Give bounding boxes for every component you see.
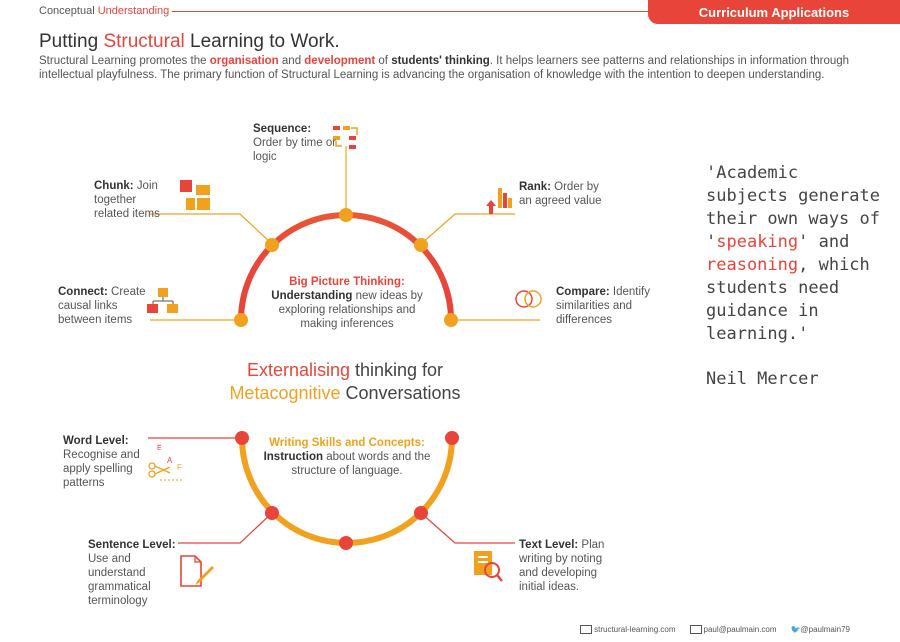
- text-level-icon: [474, 551, 502, 581]
- section-prefix: Conceptual: [39, 5, 95, 17]
- quote-author: Neil Mercer: [706, 369, 819, 389]
- big-picture-heading: Big Picture Thinking:: [289, 276, 405, 288]
- section-highlight: Understanding: [97, 5, 170, 17]
- writing-heading: Writing Skills and Concepts:: [269, 437, 425, 449]
- node-compare: [444, 313, 458, 327]
- node-word: [235, 431, 249, 445]
- twitter-icon: 🐦: [790, 624, 801, 634]
- chunk-icon: [180, 180, 210, 210]
- node-text: [414, 506, 428, 520]
- node-chunk: [265, 238, 279, 252]
- title-part2: Learning to Work.: [184, 31, 340, 52]
- monitor-icon: [580, 625, 592, 634]
- compare-label: Compare: Identify similarities and differences: [556, 286, 650, 326]
- title-part1: Putting: [39, 31, 104, 52]
- svg-text:F: F: [177, 463, 182, 472]
- node-bottom: [339, 536, 353, 550]
- curriculum-banner: Curriculum Applications: [648, 0, 900, 24]
- svg-text:A: A: [167, 456, 173, 465]
- node-rank: [414, 238, 428, 252]
- footer-email[interactable]: paul@paulmain.com: [690, 625, 777, 634]
- footer: [580, 625, 850, 634]
- node-connect: [234, 313, 248, 327]
- node-sentence: [265, 506, 279, 520]
- sentence-level-label: Sentence Level: Use and understand grammatical terminology: [88, 539, 176, 607]
- title-highlight: Structural: [103, 31, 185, 52]
- sentence-icon: [181, 556, 214, 586]
- mail-icon: [690, 625, 702, 634]
- spelling-icon: [149, 444, 182, 480]
- big-picture-center: Big Picture Thinking: Understanding new ideas by exploring relationships and making inferences: [262, 275, 432, 331]
- node-text-top: [445, 431, 459, 445]
- connect-label: Connect: Create causal links between items: [58, 286, 146, 326]
- text-level-label: Text Level: Plan writing by noting and developing initial ideas.: [519, 539, 605, 593]
- intro-paragraph: Structural Learning promotes the organisation and development of students' thinking. It helps learners see patterns and relationships in information through intellectual playfulness. The primary function of Structural Learning is advancing the organisation of knowledge with the intention to deepen understanding.: [39, 55, 850, 81]
- word-level-label: Word Level: Recognise and apply spelling patterns: [63, 435, 140, 489]
- footer-site[interactable]: structural-learning.com: [580, 625, 675, 634]
- rank-icon: [486, 188, 512, 214]
- sequence-label: Sequence: Order by time or logic: [253, 123, 337, 163]
- externalising-heading: Externalising thinking for Metacognitive Conversations: [229, 360, 461, 403]
- node-sequence: [339, 208, 353, 222]
- svg-text:Ë: Ë: [157, 445, 162, 452]
- chunk-label: Chunk: Join together related items: [94, 180, 160, 220]
- quote: 'Academic subjects generate their own ways of 'speaking' and reasoning, which students need guidance in learning.': [706, 163, 880, 344]
- rank-label: Rank: Order by an agreed value: [519, 181, 602, 207]
- footer-twitter[interactable]: 🐦@paulmain79: [790, 624, 850, 634]
- compare-icon: [516, 291, 541, 307]
- writing-center: Writing Skills and Concepts: Instruction about words and the structure of language.: [263, 437, 431, 477]
